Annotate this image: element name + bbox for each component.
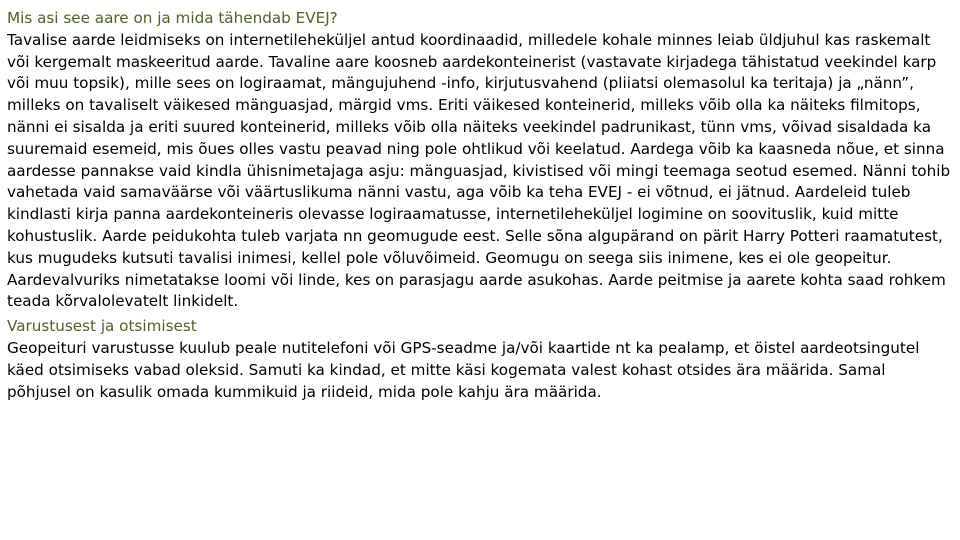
section-heading: Varustusest ja otsimisest	[7, 317, 197, 336]
section-what-is-treasure	[7, 8, 952, 313]
section-body: Geopeituri varustusse kuulub peale nutitelefoni või GPS-seadme ja/või kaartide nt ka pealamp, et öistel aardeotsingutel käed otsimiseks vabad oleksid. Samuti ka kindad, et mitte käsi kogemata valest kohast otsides ära määrida. Samal põhjusel on kasulik omada kummikuid ja riideid, mida pole kahju ära määrida.	[7, 338, 920, 401]
section-equipment	[7, 316, 952, 403]
section-body: Tavalise aarde leidmiseks on internetileheküljel antud koordinaadid, milledele kohale minnes leiab üldjuhul kas raskemalt või kergemalt maskeeritud aarde. Tavaline aare koosneb aardekonteinerist (vastavate kirjadega tähistatud veekindel karp või muu topsik), mille sees on logiraamat, mängujuhend -info, kirjutusvahend (pliiatsi olemasolul ka teritaja) ja „nänn”, milleks on tavaliselt väikesed mänguasjad, märgid vms. Eriti väikesed konteinerid, milleks võib olla ka näiteks filmitops, nänni ei sisalda ja eriti suured konteinerid, milleks võib olla näiteks veekindel padrunikast, tünn vms, võivad sisaldada ka suuremaid esemeid, mis õues olles vastu peavad ning pole ohtlikud või keelatud. Aardega võib ka kaasneda nõue, et sinna aardesse pannakse vaid kindla ühisnimetajaga asju: mänguasjad, kivistised või mingi teemaga seotud esemed. Nänni tohib vahetada vaid samaväärse või väärtuslikuma nänni vastu, aga võib ka teha EVEJ - ei võtnud, ei jätnud. Aardeleid tuleb kindlasti kirja panna aardekonteineris olevasse logiraamatusse, internetileheküljel logimine on soovituslik, kuid mitte kohustuslik. Aarde peidukohta tuleb varjata nn geomugude eest. Selle sõna algupärand on pärit Harry Potteri raamatutest, kus mugudeks kutsuti tavalisi inimesi, kellel pole võluvõimeid. Geomugu on seega siis inimene, kes ei ole geopeitur. Aardevalvuriks nimetatakse loomi või linde, kes on parasjagu aarde asukohas. Aarde peitmise ja aarete kohta saad rohkem teada kõrvalolevatelt linkidelt.	[7, 30, 951, 311]
section-heading: Mis asi see aare on ja mida tähendab EVEJ?	[7, 9, 338, 27]
